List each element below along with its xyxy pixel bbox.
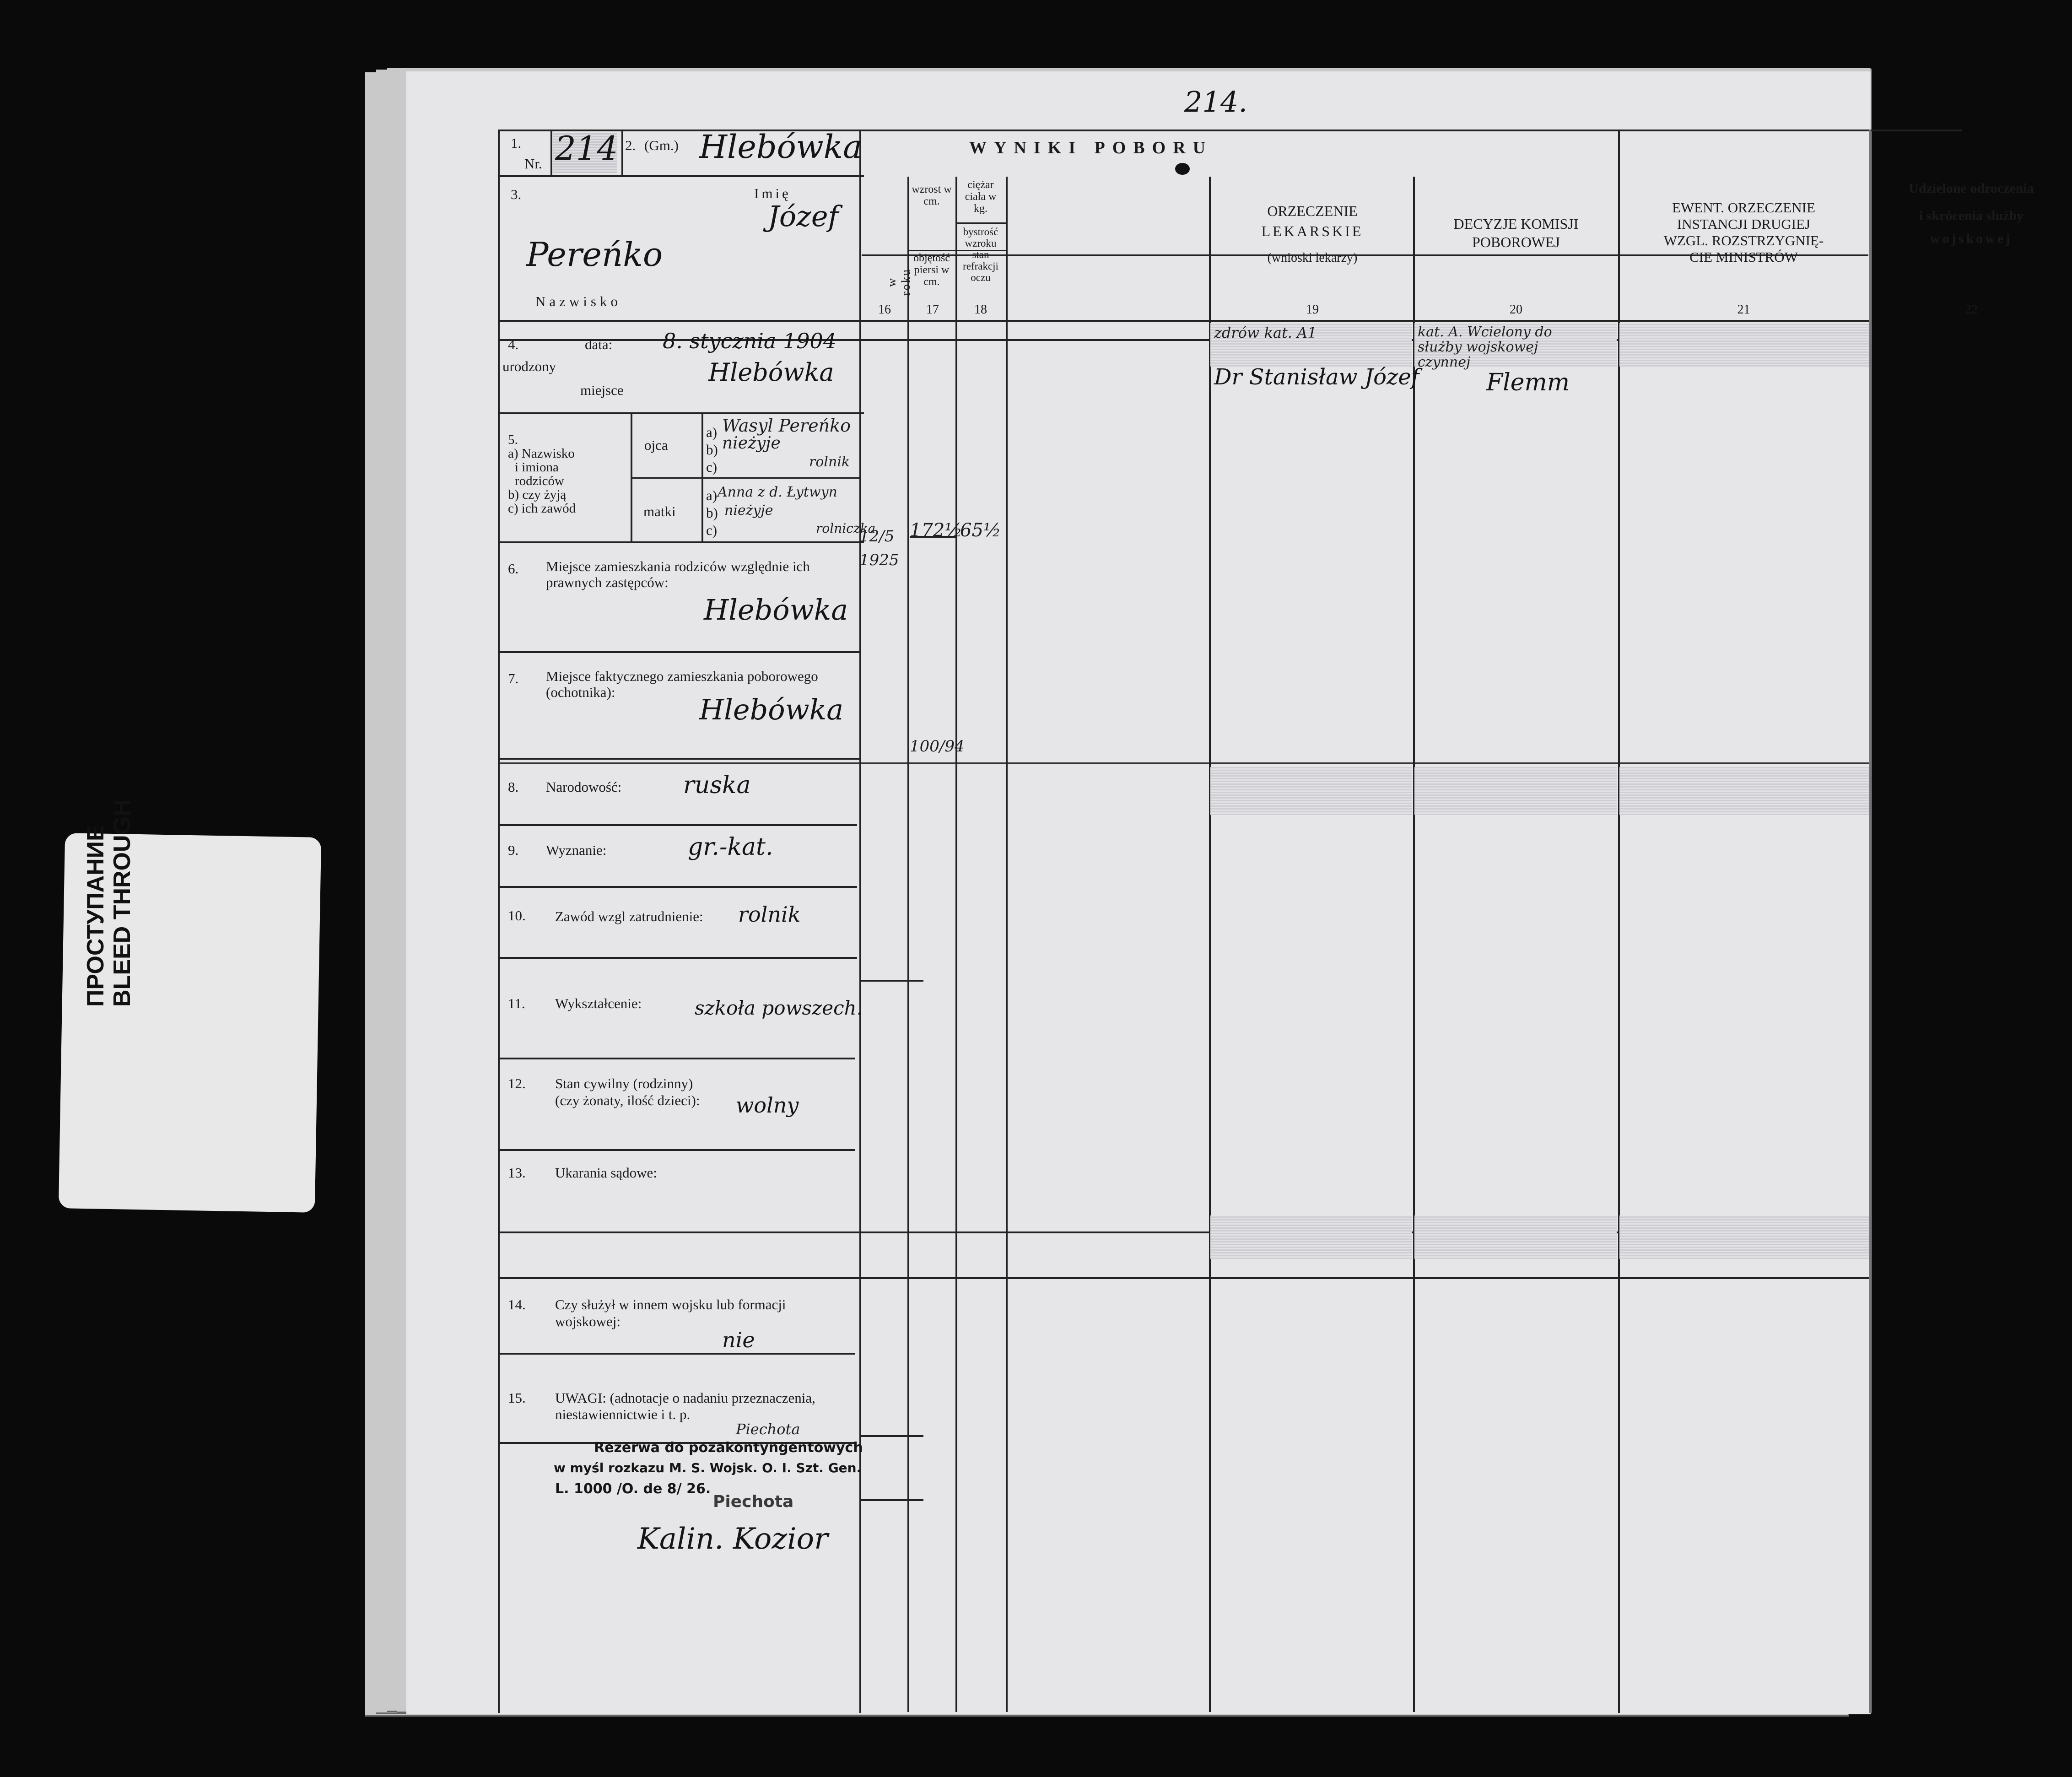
f11-label: Wykształcenie: [555,995,642,1011]
page-number: 214. [1184,85,1248,119]
col-divider [1618,130,1620,1713]
f8-value: ruska [683,772,751,799]
f6-number: 6. [508,561,519,577]
shaded-cell [1414,1215,1617,1259]
shaded-cell [1210,1215,1412,1259]
shaded-cell [1619,1215,1869,1259]
f5-line: i imiona [515,460,559,475]
f9-label: Wyznanie: [546,842,607,858]
ojca-letters: a) b) c) [706,424,718,475]
gmina-label: (Gm.) [644,137,679,153]
col19-signature: Dr Stanisław Józef [1214,364,1419,390]
f8-number: 8. [508,779,519,795]
f7-number: 7. [508,670,519,686]
col-divider [907,177,909,1712]
ojca-label: ojca [644,437,668,453]
col-divider [955,177,957,1712]
left-border [498,130,500,1713]
rule [498,824,857,826]
f14-label-1: Czy służył w innem wojsku lub formacji [555,1296,786,1312]
f12-number: 12. [508,1075,526,1091]
col-number: 22 [1965,302,1978,317]
shaded-cell [1619,767,1869,815]
col21-label-3: WZGL. ROZSTRZYGNIĘ- [1663,232,1824,248]
col17-value-2: 100/94 [910,737,965,756]
f3-number: 3. [511,186,522,202]
miejsce-label: miejsce [580,382,624,398]
col18-value: 65½ [960,520,1001,541]
col22-label-3: wojskowej [1930,231,2013,246]
col20-signature: Flemm [1486,369,1570,396]
col22-label-2: i skrócenia służby [1919,208,2024,223]
rule [498,412,864,414]
col-number: 17 [926,302,939,317]
f14-value: nie [722,1328,755,1352]
rule [498,957,857,959]
shaded-cell [1619,323,1869,367]
f15-label-1: UWAGI: (adnotacje o nadaniu przeznaczenia, [555,1390,815,1406]
f1-number: 1. [511,135,522,151]
nr-label: Nr. [524,156,542,172]
col19-label-1: ORZECZENIE [1267,203,1358,219]
f12-value: wolny [736,1093,799,1118]
col19-label-2: LEKARSKIE [1261,223,1364,239]
rule [631,412,632,541]
col-number: 21 [1737,302,1750,317]
father-occupation: rolnik [809,454,850,470]
bleed-through-label [82,686,135,1007]
rule [859,980,923,982]
rule [498,651,859,653]
shaded-cell [1414,767,1617,815]
f9-number: 9. [508,842,519,858]
col16-label: w roku [885,268,912,296]
rule [498,320,1871,322]
registry-page [406,71,2034,1714]
f15-label-2: niestawiennictwie i t. p. [555,1406,691,1422]
ink-dot [1175,163,1190,175]
f7-value: Hlebówka [699,693,844,726]
f5-line: a) Nazwisko [508,446,575,461]
col21-label-1: EWENT. ORZECZENIE [1672,200,1815,216]
col21-label-2: INSTANCJI DRUGIEJ [1677,216,1811,232]
col17-top-label: wzrost w cm. [912,184,952,207]
col-divider [1006,177,1008,1712]
imie-value: Józef [768,200,839,233]
data-label: data: [585,336,613,352]
nazwisko-label: Nazwisko [535,293,621,309]
imie-label: Imię [754,185,791,201]
stamp-line-4: Piechota [713,1492,794,1511]
f14-label-2: wojskowej: [555,1313,621,1329]
f5-number: 5. [508,432,518,447]
f12-label-1: Stan cywilny (rodzinny) [555,1075,693,1091]
f13-label: Ukarania sądowe: [555,1165,657,1181]
rule [498,762,1871,764]
col-divider [1209,177,1211,1712]
col-number: 19 [1306,302,1319,317]
col17-value: 172½ [910,520,963,541]
col22-label-1: Udzielone odroczenia [1909,181,2034,196]
col-divider [1413,177,1415,1712]
rule [498,1353,855,1355]
mother-name: Anna z d. Łytwyn [718,484,837,500]
f9-value: gr.-kat. [688,833,773,861]
f7-label-1: Miejsce faktycznego zamieszkania poborowego [546,668,818,684]
rule [498,1149,855,1151]
tab-line-cyrillic: ПРОСТУПАНИЕ [82,825,109,1007]
f10-label: Zawód wzgl zatrudnienie: [555,908,703,924]
col20-value-2: służby wojskowej [1418,339,1538,355]
f2-number: 2. [625,137,636,153]
col16-value: 12/5 1925 [859,527,899,569]
urodzony-label: urodzony [502,358,556,374]
rule [859,1499,923,1501]
f7-label-2: (ochotnika): [546,684,615,700]
col18-bottom-label: bystrość wzroku stan refrakcji oczu [963,226,998,283]
col20-label-1: DECYZJE KOMISJI [1453,216,1579,232]
f5-line: rodziców [515,474,564,488]
rule [498,541,864,543]
matki-label: matki [643,503,676,519]
f10-value: rolnik [738,902,801,927]
birth-place-value: Hlebówka [708,358,834,387]
col19-value: zdrów kat. A1 [1214,324,1317,341]
rule [498,175,864,177]
f5-line: b) czy żyją [508,487,567,502]
rule [621,130,623,175]
rule [955,222,1006,224]
f8-label: Narodowość: [546,779,622,795]
birth-date-value: 8. stycznia 1904 [663,329,837,353]
matki-letters: a) b) c) [706,487,718,538]
f12-label-2: (czy żonaty, ilość dzieci): [555,1092,700,1108]
f13-number: 13. [508,1165,526,1181]
signature: Kalin. Kozior [637,1522,828,1556]
rule [550,130,552,175]
col20-label-2: POBOROWEJ [1472,234,1560,250]
f6-value: Hlebówka [704,593,848,627]
f11-number: 11. [508,995,525,1011]
col18-top-label: ciężar ciała w kg. [965,179,997,215]
rule [498,758,859,760]
f4-number: 4. [508,336,519,352]
rule [498,1277,1871,1279]
rule [701,412,703,541]
rule [631,477,859,479]
col-number: 16 [878,302,891,317]
col-number: 18 [974,302,987,317]
tab-line-english: BLEED THROUGH [109,799,135,1007]
f5-line: c) ich zawód [508,501,576,516]
f11-value: szkoła powszech. [695,997,863,1019]
f14-number: 14. [508,1296,526,1312]
rule [859,1435,923,1437]
nazwisko-value: Pereńko [526,235,663,274]
f5-label [508,433,576,515]
f6-label-1: Miejsce zamieszkania rodziców względnie ich [546,558,810,574]
col-number: 20 [1510,302,1522,317]
stamp-line-3: L. 1000 /O. de 8/ 26. [555,1481,711,1497]
father-alive: nieżyje [722,434,781,453]
right-border [1869,130,1871,1713]
nr-value: 214 [555,129,618,167]
stamp-handwriting: Piechota [736,1421,800,1438]
f10-number: 10. [508,907,526,924]
gmina-value: Hlebówka [699,128,862,166]
stamp-line-1: Rezerwa do pozakontyngentowych [594,1440,863,1456]
results-header: WYNIKI POBORU [969,138,1213,157]
rule [498,886,857,888]
col21-label-4: CIE MINISTRÓW [1689,249,1798,265]
rule [498,1058,855,1059]
father-name: Wasyl Pereńko [722,416,851,436]
shaded-cell [1210,767,1412,815]
col20-value-3: czynnej [1418,354,1471,370]
stamp-line-2: w myśl rozkazu M. S. Wojsk. O. I. Szt. Gen. [554,1460,862,1475]
mother-occupation: rolniczka [816,521,876,536]
col19-label-3: (wnioski lekarzy) [1267,251,1358,265]
section-divider [859,130,861,1713]
col17-bottom-label: objętość piersi w cm. [913,252,950,288]
f15-number: 15. [508,1390,526,1406]
col20-value-1: kat. A. Wcielony do [1418,324,1552,340]
mother-alive: nieżyje [724,502,773,519]
f6-label-2: prawnych zastępców: [546,574,669,590]
